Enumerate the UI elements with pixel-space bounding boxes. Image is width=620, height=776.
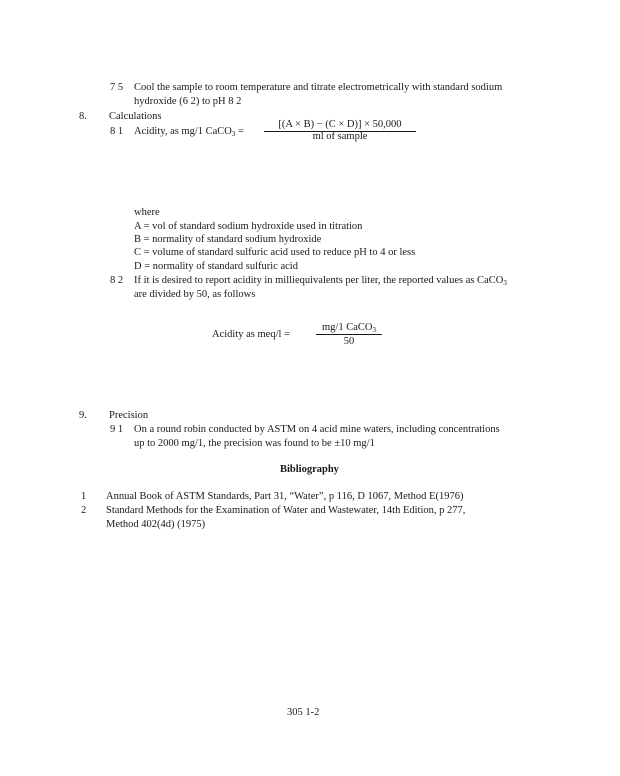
page-number: 305 1-2	[287, 707, 320, 718]
section-8-number: 8.	[79, 111, 87, 122]
section-8-2-subscript: 3	[503, 279, 507, 287]
section-9-number: 9.	[79, 410, 87, 421]
section-9-1-number: 9 1	[110, 424, 124, 435]
bibliography-item-2-text-line1: Standard Methods for the Examination of Water and Wastewater, 14th Edition, p 277,	[106, 505, 466, 516]
meq-formula-numerator	[316, 321, 382, 334]
section-7-5-number: 7 5	[110, 82, 124, 93]
section-8-title: Calculations	[109, 111, 162, 122]
bibliography-item-1-number: 1	[81, 491, 87, 502]
meq-formula-lhs: Acidity as meq/l =	[212, 329, 290, 340]
bibliography-item-1-text: Annual Book of ASTM Standards, Part 31, “Water”, p 116, D 1067, Method E(1976)	[106, 491, 464, 502]
acidity-formula-fraction	[264, 118, 416, 141]
section-8-2-text-line1-main: If it is desired to report acidity in milliequivalents per liter, the reported values as CaCO	[134, 275, 504, 286]
section-9-title: Precision	[109, 410, 149, 421]
section-8-2-number: 8 2	[110, 275, 124, 286]
bibliography-title: Bibliography	[280, 464, 339, 475]
where-label: where	[134, 207, 160, 218]
section-9-1-text-line2: up to 2000 mg/1, the precision was found to be ±10 mg/1	[134, 438, 375, 449]
section-8-1-number: 8 1	[110, 126, 124, 137]
acidity-formula-lhs	[134, 125, 244, 138]
section-7-5-text-line2: hydroxide (6 2) to pH 8 2	[134, 96, 242, 107]
section-7-5-text-line1: Cool the sample to room temperature and titrate electrometrically with standard sodium	[134, 82, 503, 93]
acidity-formula-equals: =	[235, 126, 244, 137]
section-8-2-text-line1	[134, 274, 507, 287]
meq-formula-numerator-subscript: 3	[372, 326, 376, 334]
meq-formula-denominator: 50	[316, 334, 382, 348]
acidity-formula-denominator: ml of sample	[264, 131, 416, 141]
where-definition-d: D = normality of standard sulfuric acid	[134, 261, 298, 272]
bibliography-item-2-text-line2: Method 402(4d) (1975)	[106, 519, 206, 530]
where-definition-b: B = normality of standard sodium hydroxide	[134, 234, 322, 245]
acidity-formula-lhs-subscript: 3	[231, 130, 236, 138]
acidity-formula-lhs-text: Acidity, as mg/1 CaCO	[134, 126, 232, 137]
section-9-1-text-line1: On a round robin conducted by ASTM on 4 acid mine waters, including concentrations	[134, 424, 500, 435]
where-definition-c: C = volume of standard sulfuric acid used to reduce pH to 4 or less	[134, 247, 416, 258]
meq-formula-numerator-text: mg/1 CaCO	[322, 322, 373, 333]
section-8-2-text-line2: are divided by 50, as follows	[134, 289, 256, 300]
bibliography-item-2-number: 2	[81, 505, 87, 516]
acidity-formula-numerator: [(A × B) − (C × D)] × 50,000	[278, 119, 402, 130]
meq-formula-fraction	[316, 321, 382, 348]
where-definition-a: A = vol of standard sodium hydroxide used in titration	[134, 221, 363, 232]
